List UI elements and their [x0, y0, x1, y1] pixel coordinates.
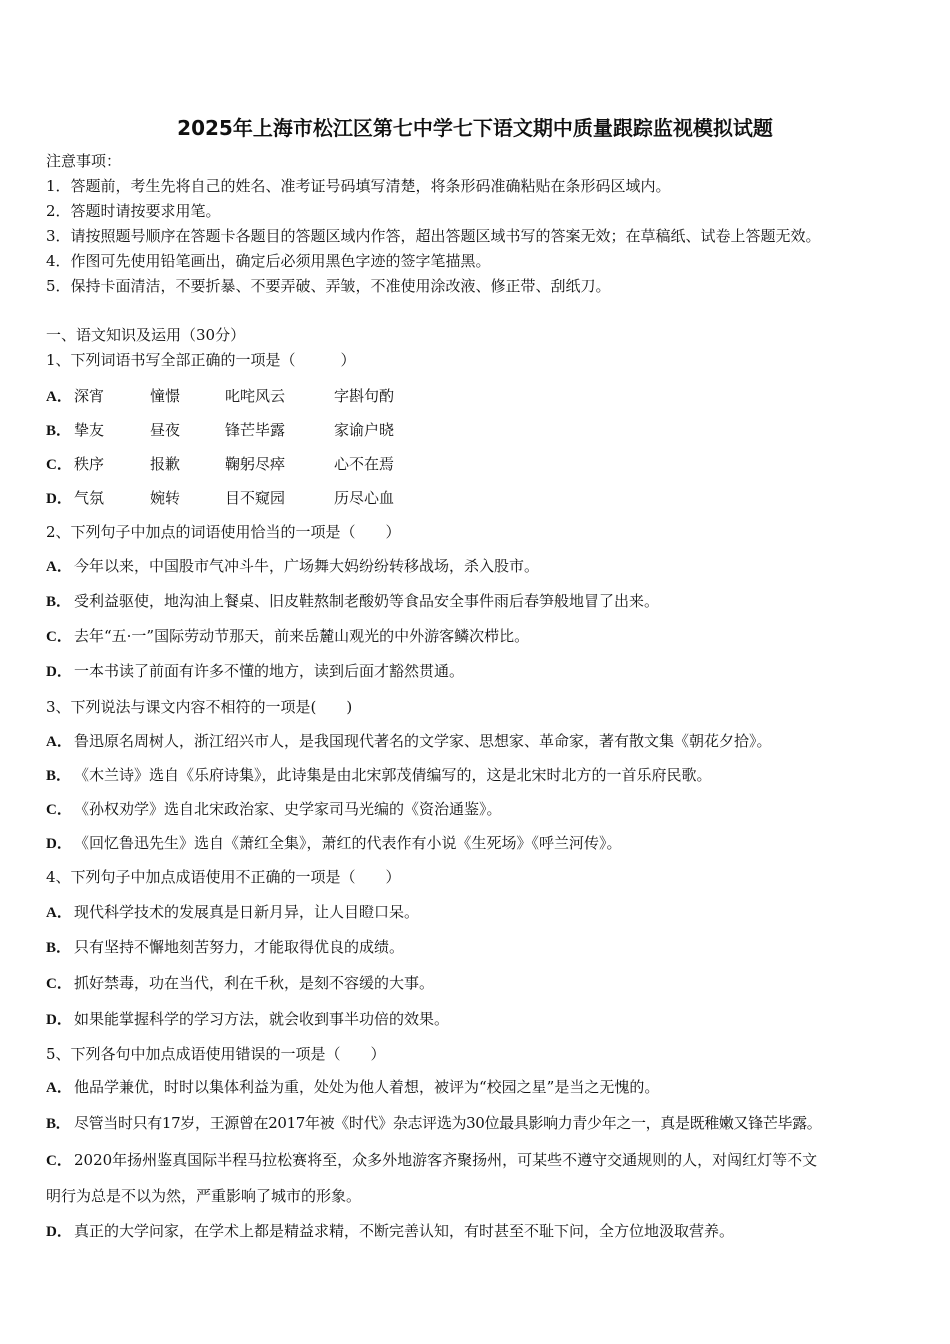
option-letter: D．	[46, 491, 72, 507]
q5-option-c-continued: 明行为总是不以为然，严重影响了城市的形象。	[46, 1187, 362, 1205]
option-letter: C．	[46, 976, 72, 992]
option-letter: B．	[46, 423, 72, 439]
option-letter: A．	[46, 734, 72, 750]
q1-option-b	[46, 420, 74, 441]
option-text: 去年“五·一”国际劳动节那天，前来岳麓山观光的中外游客鳞次栉比。	[74, 627, 530, 645]
q2-option-b	[46, 591, 659, 612]
option-letter: C．	[46, 1153, 72, 1169]
q1-b-word: 昼夜	[150, 421, 181, 439]
q1-b-word: 家谕户晓	[334, 421, 395, 439]
option-letter: D．	[46, 1012, 72, 1028]
option-text: 今年以来，中国股市气冲斗牛，广场舞大妈纷纷转移战场，杀入股市。	[74, 557, 540, 575]
q3-option-b	[46, 765, 712, 786]
q1-option-c	[46, 454, 74, 475]
option-letter: D．	[46, 1224, 72, 1240]
q1-c-word: 秩序	[74, 455, 105, 473]
q4-option-a	[46, 902, 419, 923]
option-text: 如果能掌握科学的学习方法，就会收到事半功倍的效果。	[74, 1010, 450, 1028]
option-letter: C．	[46, 457, 72, 473]
notice-item: 4．作图可先使用铅笔画出，确定后必须用黑色字迹的签字笔描黑。	[46, 252, 491, 270]
option-letter: B．	[46, 594, 72, 610]
q1-a-word: 叱咤风云	[225, 387, 286, 405]
section-heading: 一、语文知识及运用（30分）	[46, 326, 246, 344]
q1-d-word: 目不窥园	[225, 489, 286, 507]
option-text: 鲁迅原名周树人，浙江绍兴市人，是我国现代著名的文学家、思想家、革命家，著有散文集《朝花夕拾》。	[74, 732, 772, 750]
q3-option-c	[46, 799, 502, 820]
q1-d-word: 历尽心血	[334, 489, 395, 507]
q4-option-d	[46, 1009, 449, 1030]
q4-option-c	[46, 973, 434, 994]
question-stem: 4、下列句子中加点成语使用不正确的一项是（ ）	[46, 868, 401, 886]
q1-a-word: 深宵	[74, 387, 105, 405]
question-stem: 3、下列说法与课文内容不相符的一项是( )	[46, 698, 353, 716]
option-text: 受利益驱使，地沟油上餐桌、旧皮鞋熬制老酸奶等食品安全事件雨后春笋般地冒了出来。	[74, 592, 660, 610]
q5-option-d	[46, 1221, 734, 1242]
option-letter: C．	[46, 802, 72, 818]
notice-heading: 注意事项：	[46, 152, 122, 170]
q1-c-word: 心不在焉	[334, 455, 395, 473]
q1-b-word: 挚友	[74, 421, 105, 439]
question-stem: 5、下列各句中加点成语使用错误的一项是（ ）	[46, 1045, 386, 1063]
notice-item: 1．答题前，考生先将自己的姓名、准考证号码填写清楚，将条形码准确粘贴在条形码区域内。	[46, 177, 671, 195]
option-text: 现代科学技术的发展真是日新月异，让人目瞪口呆。	[74, 903, 420, 921]
option-letter: B．	[46, 1116, 71, 1132]
q5-option-a	[46, 1077, 659, 1098]
q2-option-d	[46, 661, 464, 682]
q1-a-word: 憧憬	[150, 387, 181, 405]
option-letter: D．	[46, 664, 72, 680]
option-text: 《回忆鲁迅先生》选自《萧红全集》，萧红的代表作有小说《生死场》《呼兰河传》。	[74, 834, 622, 852]
q1-c-word: 报歉	[150, 455, 181, 473]
q2-option-c	[46, 626, 529, 647]
q1-a-word: 字斟句酌	[334, 387, 395, 405]
q1-b-word: 锋芒毕露	[225, 421, 286, 439]
q1-d-word: 婉转	[150, 489, 181, 507]
q1-c-word: 鞠躬尽瘁	[225, 455, 286, 473]
option-letter: B．	[46, 940, 72, 956]
option-text: 《木兰诗》选自《乐府诗集》，此诗集是由北宋郭茂倩编写的，这是北宋时北方的一首乐府民歌。	[74, 766, 712, 784]
option-text: 只有坚持不懈地刻苦努力，才能取得优良的成绩。	[74, 938, 405, 956]
q3-option-a	[46, 731, 772, 752]
q1-option-a	[46, 386, 74, 407]
notice-item: 3．请按照题号顺序在答题卡各题目的答题区域内作答，超出答题区域书写的答案无效；在草稿纸、试卷上答题无效。	[46, 227, 821, 245]
option-text: 一本书读了前面有许多不懂的地方，读到后面才豁然贯通。	[74, 662, 465, 680]
option-letter: B．	[46, 768, 72, 784]
q5-option-c	[46, 1150, 817, 1171]
option-letter: A．	[46, 1080, 72, 1096]
option-letter: C．	[46, 629, 72, 645]
notice-item: 5．保持卡面清洁，不要折暴、不要弄破、弄皱，不准使用涂改液、修正带、刮纸刀。	[46, 277, 611, 295]
q1-d-word: 气氛	[74, 489, 105, 507]
option-letter: A．	[46, 389, 72, 405]
q1-option-d	[46, 488, 74, 509]
option-text: 尽管当时只有17岁，王源曾在2017年被《时代》杂志评选为30位最具影响力青少年之一，真是既稚嫩又锋芒毕露。	[74, 1114, 822, 1132]
q5-option-b	[46, 1113, 821, 1134]
question-stem: 1、下列词语书写全部正确的一项是（ ）	[46, 351, 356, 369]
q4-option-b	[46, 937, 404, 958]
option-text: 2020年扬州鉴真国际半程马拉松赛将至，众多外地游客齐聚扬州，可某些不遵守交通规则的人，对闯红灯等不文	[74, 1151, 818, 1169]
option-letter: D．	[46, 836, 72, 852]
option-text: 真正的大学问家，在学术上都是精益求精，不断完善认知，有时甚至不耻下问，全方位地汲取营养。	[74, 1222, 735, 1240]
option-letter: A．	[46, 905, 72, 921]
notice-item: 2．答题时请按要求用笔。	[46, 202, 221, 220]
q2-option-a	[46, 556, 539, 577]
page-title: 2025年上海市松江区第七中学七下语文期中质量跟踪监视模拟试题	[177, 116, 773, 140]
option-letter: A．	[46, 559, 72, 575]
option-text: 《孙权劝学》选自北宋政治家、史学家司马光编的《资治通鉴》。	[74, 800, 502, 818]
question-stem: 2、下列句子中加点的词语使用恰当的一项是（ ）	[46, 523, 401, 541]
option-text: 抓好禁毒，功在当代，利在千秋，是刻不容缓的大事。	[74, 974, 435, 992]
option-text: 他品学兼优，时时以集体利益为重，处处为他人着想，被评为“校园之星”是当之无愧的。	[74, 1078, 660, 1096]
q3-option-d	[46, 833, 622, 854]
